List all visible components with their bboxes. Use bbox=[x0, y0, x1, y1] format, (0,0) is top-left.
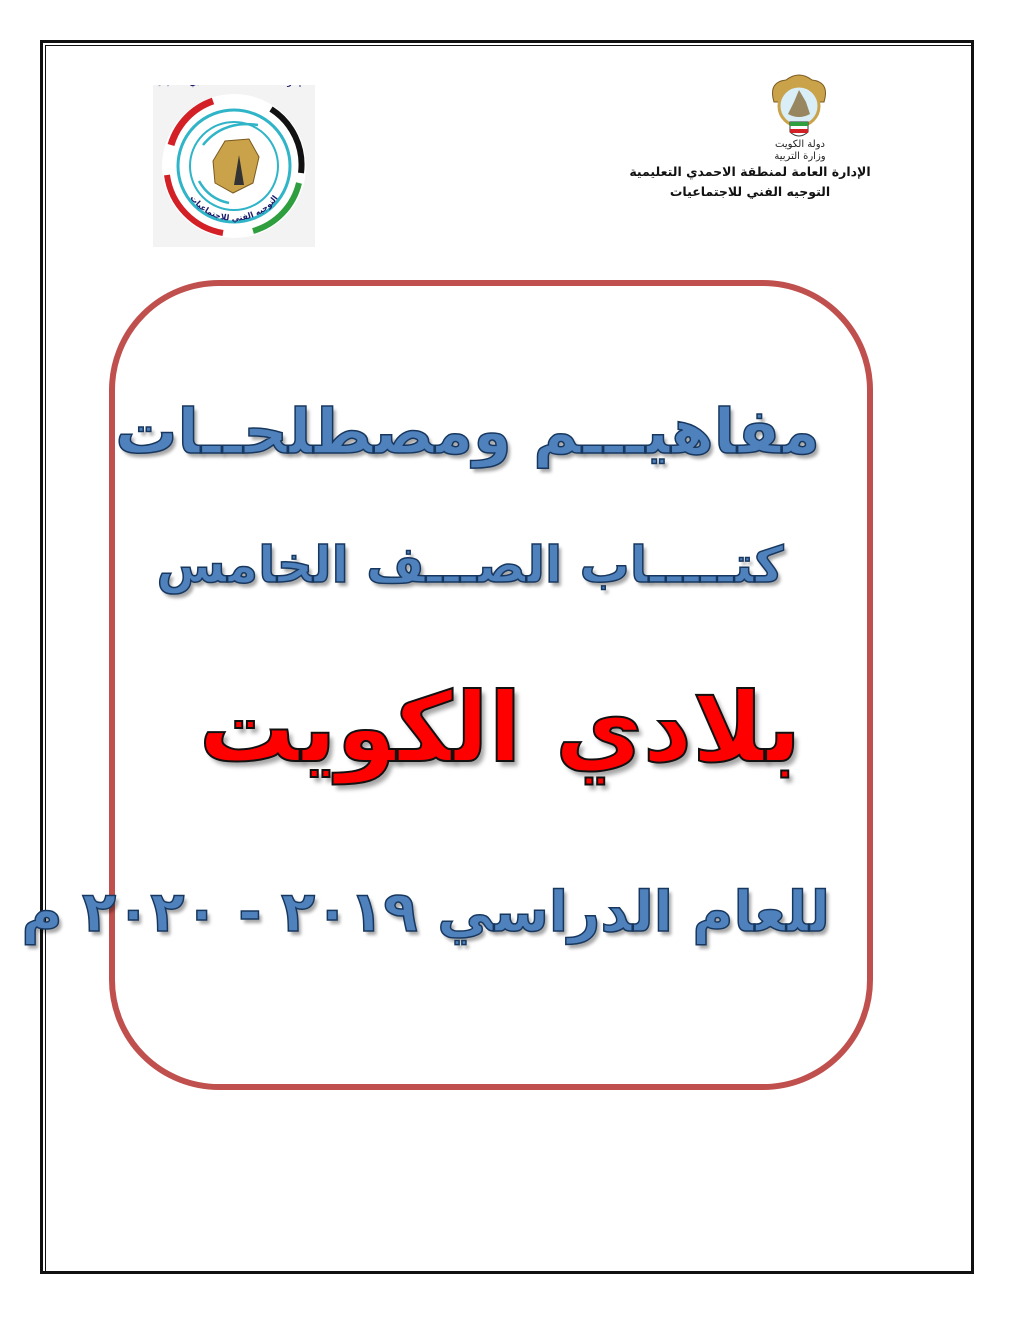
logo-ring-text-top bbox=[153, 85, 308, 87]
emblem-caption-country: دولة الكويت bbox=[775, 139, 825, 150]
header-directorate: الإدارة العامة لمنطقة الاحمدي التعليمية bbox=[629, 164, 871, 179]
emblem-caption-ministry: وزارة التربية bbox=[774, 151, 826, 162]
header-text bbox=[600, 162, 900, 202]
title-concepts: مفاهيـــم ومصطلحــات bbox=[115, 395, 820, 468]
header-department: التوجيه الفني للاجتماعيات bbox=[669, 184, 831, 199]
title-academic-year: للعام الدراسي ٢٠١٩ - ٢٠٢٠ م bbox=[21, 880, 830, 945]
emblem-caption bbox=[740, 139, 860, 163]
title-grade: كتـــــاب الصـــف الخامس bbox=[156, 536, 784, 594]
ahmadi-social-studies-logo bbox=[153, 85, 315, 247]
title-book-name: بلادي الكويت bbox=[198, 672, 802, 784]
logo-graphic bbox=[153, 85, 315, 247]
logo-ring-text-bottom: التوجيه الفني للاجتماعيات bbox=[188, 193, 280, 223]
